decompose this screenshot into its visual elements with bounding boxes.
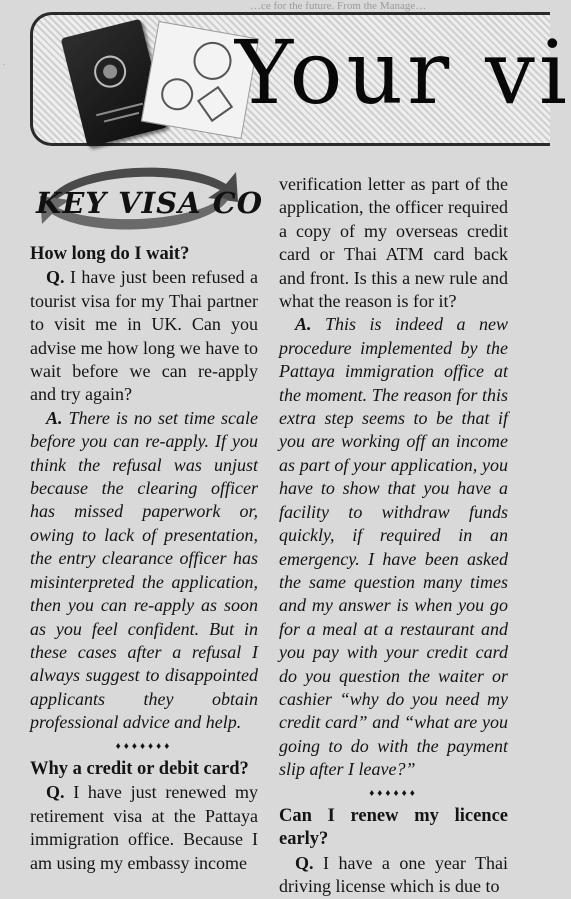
answer-text: This is indeed a new procedure implemented by the Pattaya immigration office at the moment. The reason for this extra step seems to be that if you are working off an income as part of your application, you have to show that you have a facility to withdraw funds quickly, if required in an emergency. I have been asked the same question many times and my answer is when you go for a meal at a restaurant and you pay with your credit card do you question the waiter or cashier “why do you need my credit card” and “what are you going to do with the payment slip after I leave?” xyxy=(279,314,509,780)
banner-title: Your vi xyxy=(235,21,571,124)
separator-diamonds: ♦♦♦♦♦♦ xyxy=(369,787,418,799)
answer-text: There is no set time scale before you can re-apply. If you think the refusal was unjust because the clearing officer has missed paperwork or, owing to lack of presentation, the entry clearance officer has misinterpreted the application, then you can re-apply as soon as you feel confident. But in these cases after a refusal I always suggest to disappointed applicants they obtain professional advice and help. xyxy=(30,407,258,733)
passport-line xyxy=(104,112,139,123)
question-text: I have a one year Thai driving license which is due to xyxy=(279,852,508,897)
question-paragraph xyxy=(279,852,508,899)
question-heading: Why a credit or debit card? xyxy=(30,758,249,779)
section-banner xyxy=(30,12,571,146)
q-label: Q. xyxy=(295,852,314,873)
bleed-through-text: …ce for the future. From the Manage… xyxy=(250,0,427,12)
separator-diamonds: ♦♦♦♦♦♦♦ xyxy=(115,740,173,752)
a-label: A. xyxy=(46,407,63,428)
a-label: A. xyxy=(295,314,312,335)
q-label: Q. xyxy=(46,267,65,288)
stamp-icon xyxy=(190,39,234,83)
question-heading: How long do I wait? xyxy=(30,244,190,264)
answer-paragraph xyxy=(279,313,508,781)
question-text: I have just been refused a tourist visa for my Thai partner to visit me in UK. Can you advise me how long we have to wait before we can re-apply and try again? xyxy=(30,267,259,405)
right-column xyxy=(279,173,508,899)
passport-crest-icon xyxy=(91,52,130,91)
question-text: I have just renewed my retirement visa at the Pattaya immigration office. Because I am using my embassy income xyxy=(30,782,259,873)
question-continued: verification letter as part of the application, the officer required a copy of my overseas credit card or Thai ATM card back and front. Is this a new rule and what the reason is for it? xyxy=(279,174,508,312)
triangle-stamp-icon xyxy=(197,86,233,122)
q-label: Q. xyxy=(46,782,65,803)
left-column xyxy=(30,243,258,875)
question-heading: Can I renew my licence early? xyxy=(279,805,508,850)
question-paragraph xyxy=(30,266,258,406)
margin-mark: · xyxy=(2,60,6,71)
key-visa-co-logo xyxy=(30,158,264,236)
question-paragraph xyxy=(30,781,258,875)
answer-paragraph xyxy=(30,407,258,735)
logo-text: KEY VISA CO xyxy=(36,186,264,220)
stamp-icon xyxy=(159,76,196,113)
